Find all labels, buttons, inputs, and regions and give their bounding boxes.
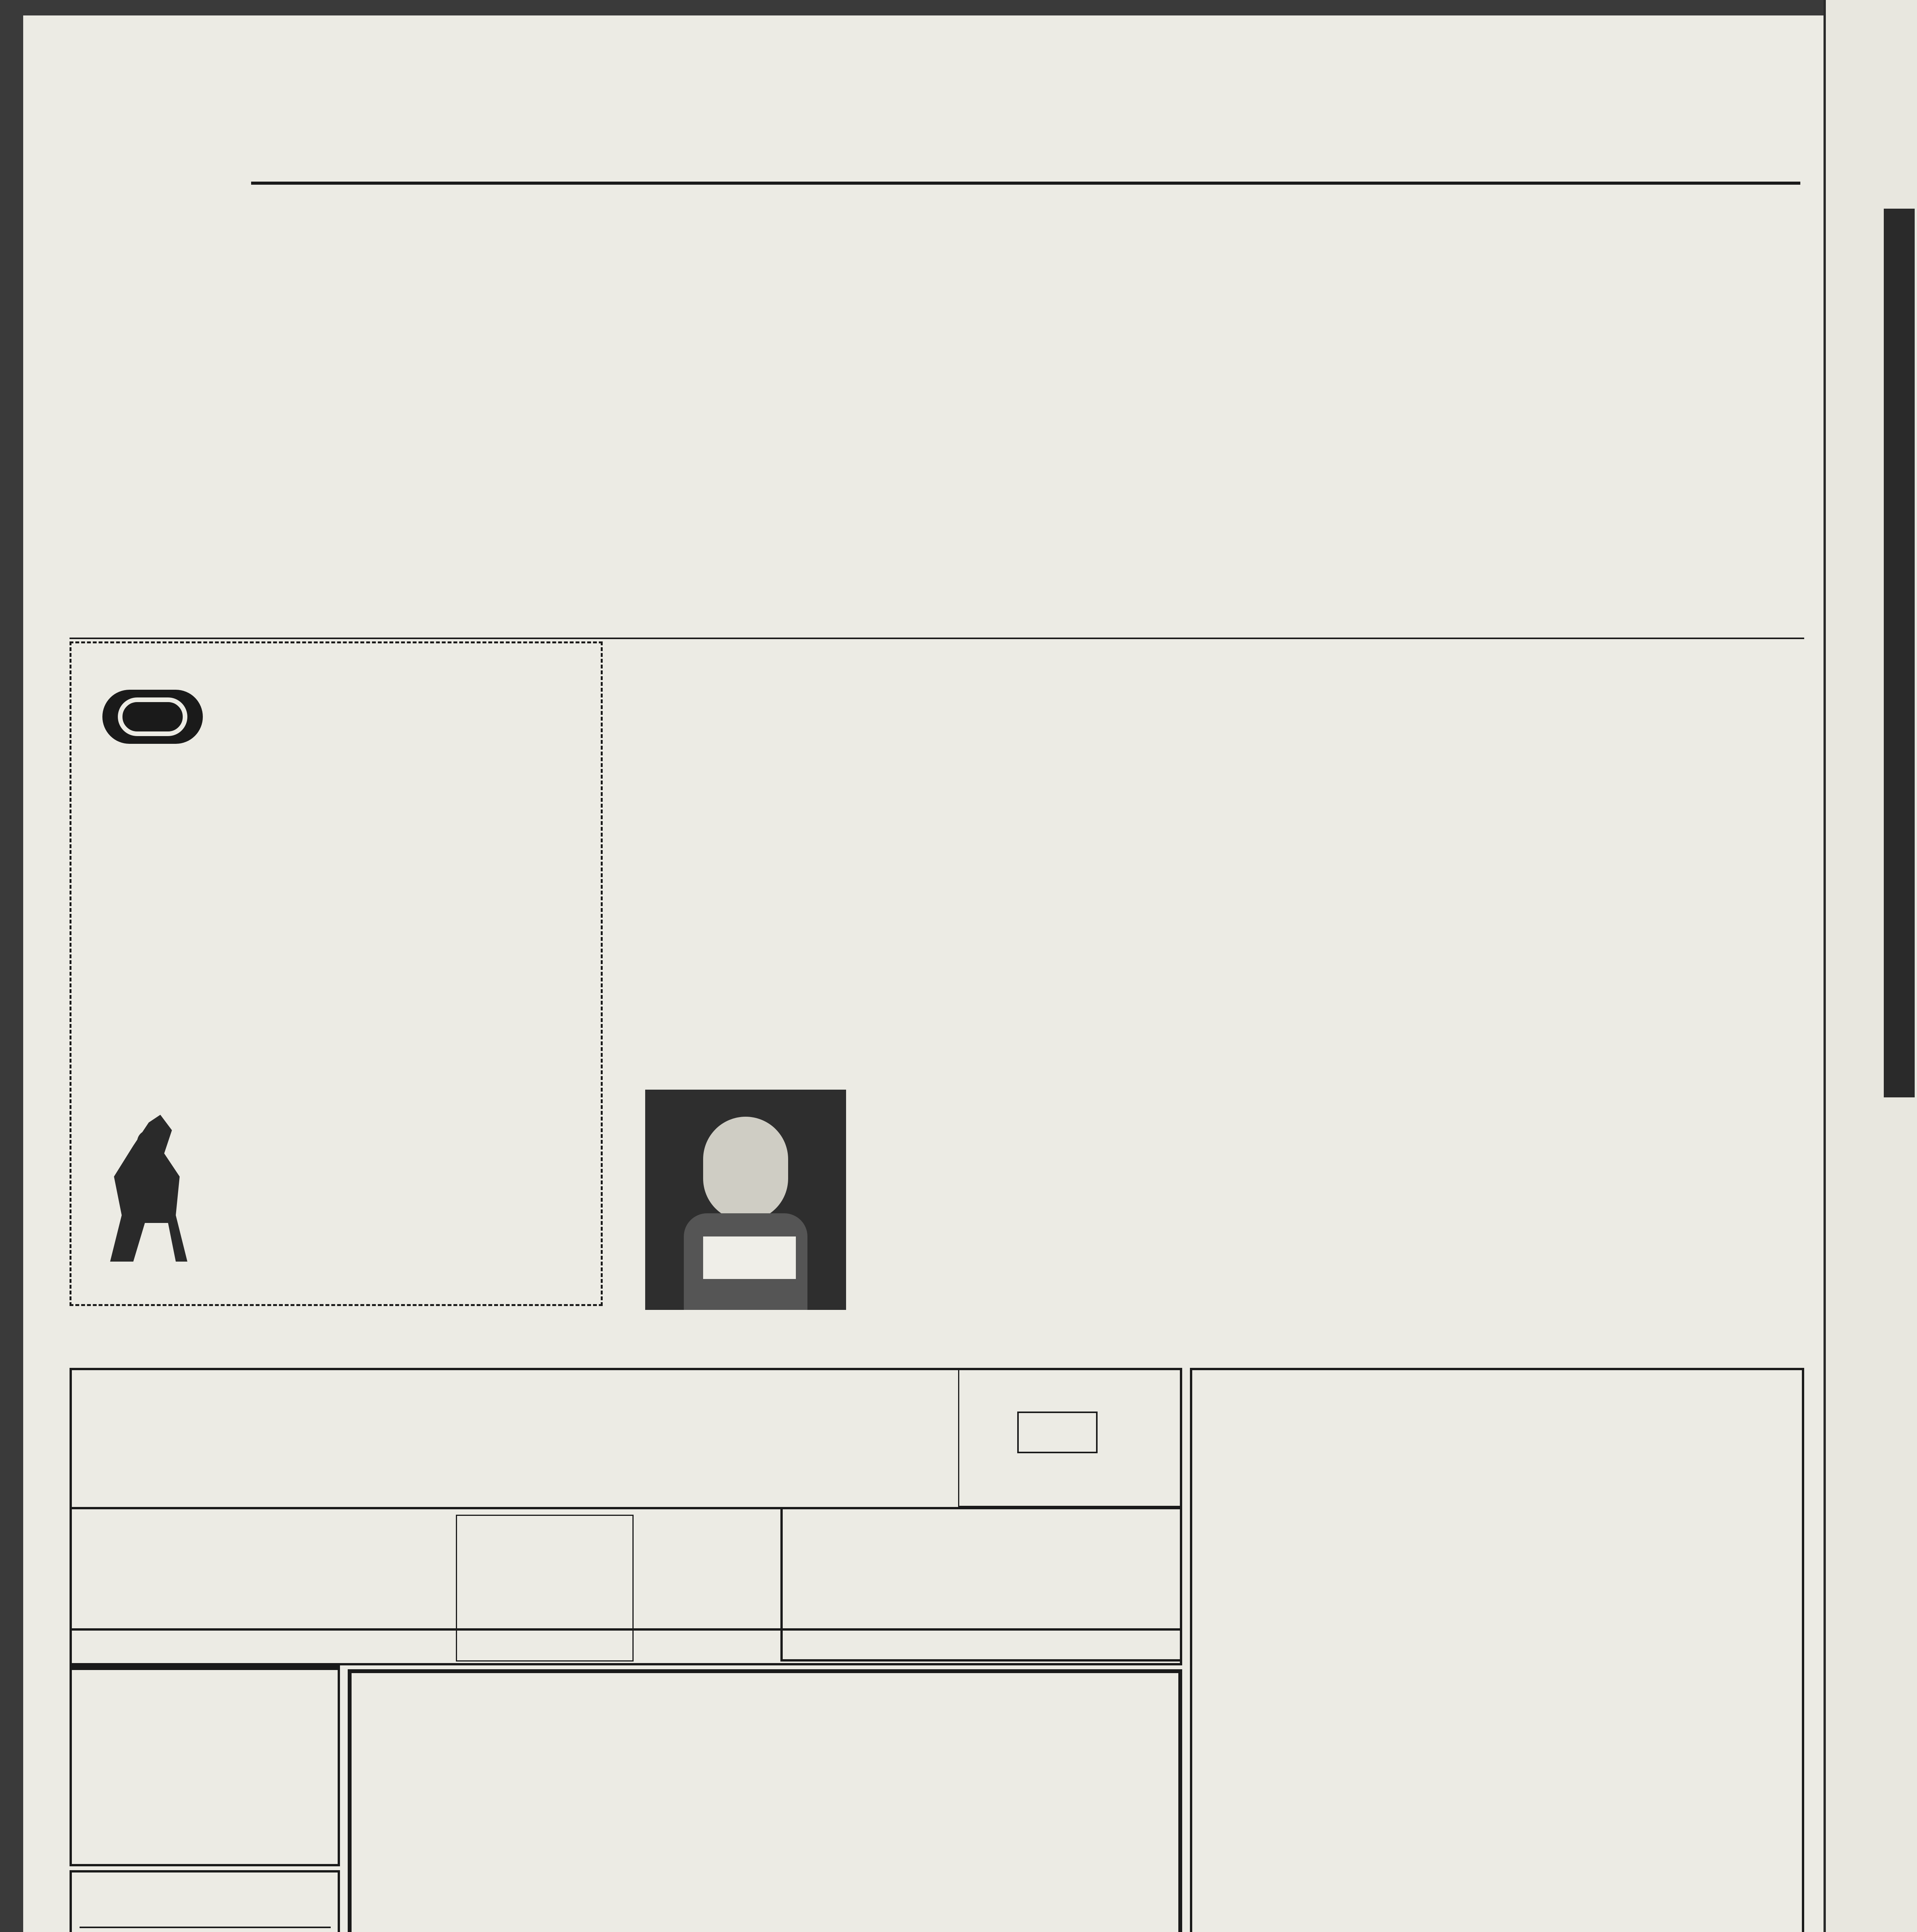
hvac-ad[interactable]	[780, 1507, 1182, 1662]
strip-photo	[1884, 209, 1915, 1097]
li-clan-body	[1294, 645, 1518, 1090]
teachers-body-2	[1468, 189, 1661, 622]
banquet-dishes	[838, 1855, 1070, 1932]
lottery-body-2	[1487, 1101, 1796, 1306]
middle-articles	[614, 641, 1804, 1314]
adjacent-page-strip	[1824, 0, 1917, 1932]
section-rule	[70, 638, 1804, 639]
racing-logo	[102, 690, 203, 744]
opera-body	[70, 189, 889, 630]
tax-box	[456, 1515, 634, 1662]
funeral-body-2	[831, 348, 977, 634]
photo-portrait	[645, 1090, 846, 1310]
coop-notice	[1190, 1368, 1804, 1932]
believe-ad	[70, 1665, 340, 1866]
misc-box	[958, 1368, 1182, 1507]
top-left-articles	[70, 189, 889, 634]
misc-label	[1017, 1412, 1098, 1453]
qigong-ad	[70, 1870, 340, 1932]
restaurant-ad[interactable]	[348, 1669, 1182, 1932]
horse-illustration	[87, 1099, 203, 1269]
chinese-assoc-body	[1151, 645, 1267, 1090]
li-clan-body-2	[1549, 645, 1615, 1109]
teachers-body	[1209, 189, 1402, 638]
phoenix-body	[614, 645, 1055, 1090]
arts-body	[993, 189, 1178, 634]
racing-box	[70, 641, 603, 1306]
header-rule	[251, 182, 1800, 185]
lottery-body	[850, 1101, 1341, 1306]
